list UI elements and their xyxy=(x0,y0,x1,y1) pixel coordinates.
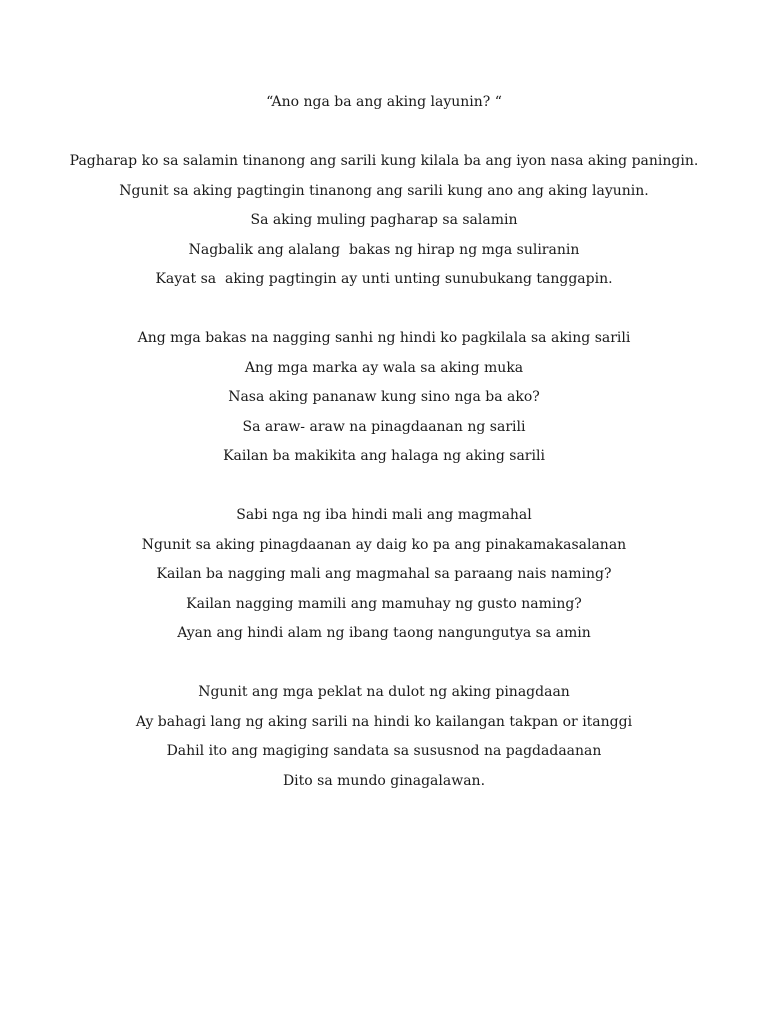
poem-line: Dito sa mundo ginagalawan. xyxy=(282,772,486,789)
poem-line: Sa araw- araw na pinagdaanan ng sarili xyxy=(242,418,526,435)
poem-line: Sa aking muling pagharap sa salamin xyxy=(250,212,518,228)
poem-line: Kayat sa aking pagtingin ay unti unting sunubukang tanggapin. xyxy=(155,271,613,287)
poem-line: Ayan ang hindi alam ng ibang taong nangungutya sa amin xyxy=(177,625,591,641)
poem-line: Ang mga bakas na nagging sanhi ng hindi ko pagkilala sa aking sarili xyxy=(137,330,631,346)
poem-line: Ngunit sa aking pagtingin tinanong ang sarili kung ano ang aking layunin. xyxy=(119,182,649,199)
stanza-gap xyxy=(0,474,768,504)
stanza-1 xyxy=(0,149,768,297)
poem-line: Nasa aking pananaw kung sino nga ba ako? xyxy=(228,389,540,405)
poem-line: Ngunit sa aking pinagdaanan ay daig ko pa ang pinakamakasalanan xyxy=(141,536,627,553)
poem-title: “Ano nga ba ang aking layunin? “ xyxy=(266,94,502,110)
poem-line: Kailan nagging mamili ang mamuhay ng gusto naming? xyxy=(186,595,582,612)
stanza-4 xyxy=(0,680,768,798)
stanza-gap xyxy=(0,297,768,327)
stanza-3 xyxy=(0,503,768,651)
poem-line: Ang mga marka ay wala sa aking muka xyxy=(244,359,524,376)
poem xyxy=(0,90,768,798)
poem-line: Pagharap ko sa salamin tinanong ang sarili kung kilala ba ang iyon nasa aking paningin. xyxy=(69,153,699,169)
stanza-gap xyxy=(0,120,768,150)
poem-line: Ay bahagi lang ng aking sarili na hindi ko kailangan takpan or itanggi xyxy=(135,713,633,730)
poem-line: Dahil ito ang magiging sandata sa sususnod na pagdadaanan xyxy=(166,743,602,759)
poem-line: Kailan ba makikita ang halaga ng aking sarili xyxy=(223,448,545,464)
poem-line: Nagbalik ang alalang bakas ng hirap ng mga suliranin xyxy=(188,241,580,258)
poem-line: Kailan ba nagging mali ang magmahal sa paraang nais naming? xyxy=(156,566,612,582)
stanza-gap xyxy=(0,651,768,681)
stanza-2 xyxy=(0,326,768,474)
poem-line: Ngunit ang mga peklat na dulot ng aking pinagdaan xyxy=(198,684,570,700)
poem-line: Sabi nga ng iba hindi mali ang magmahal xyxy=(236,507,532,523)
